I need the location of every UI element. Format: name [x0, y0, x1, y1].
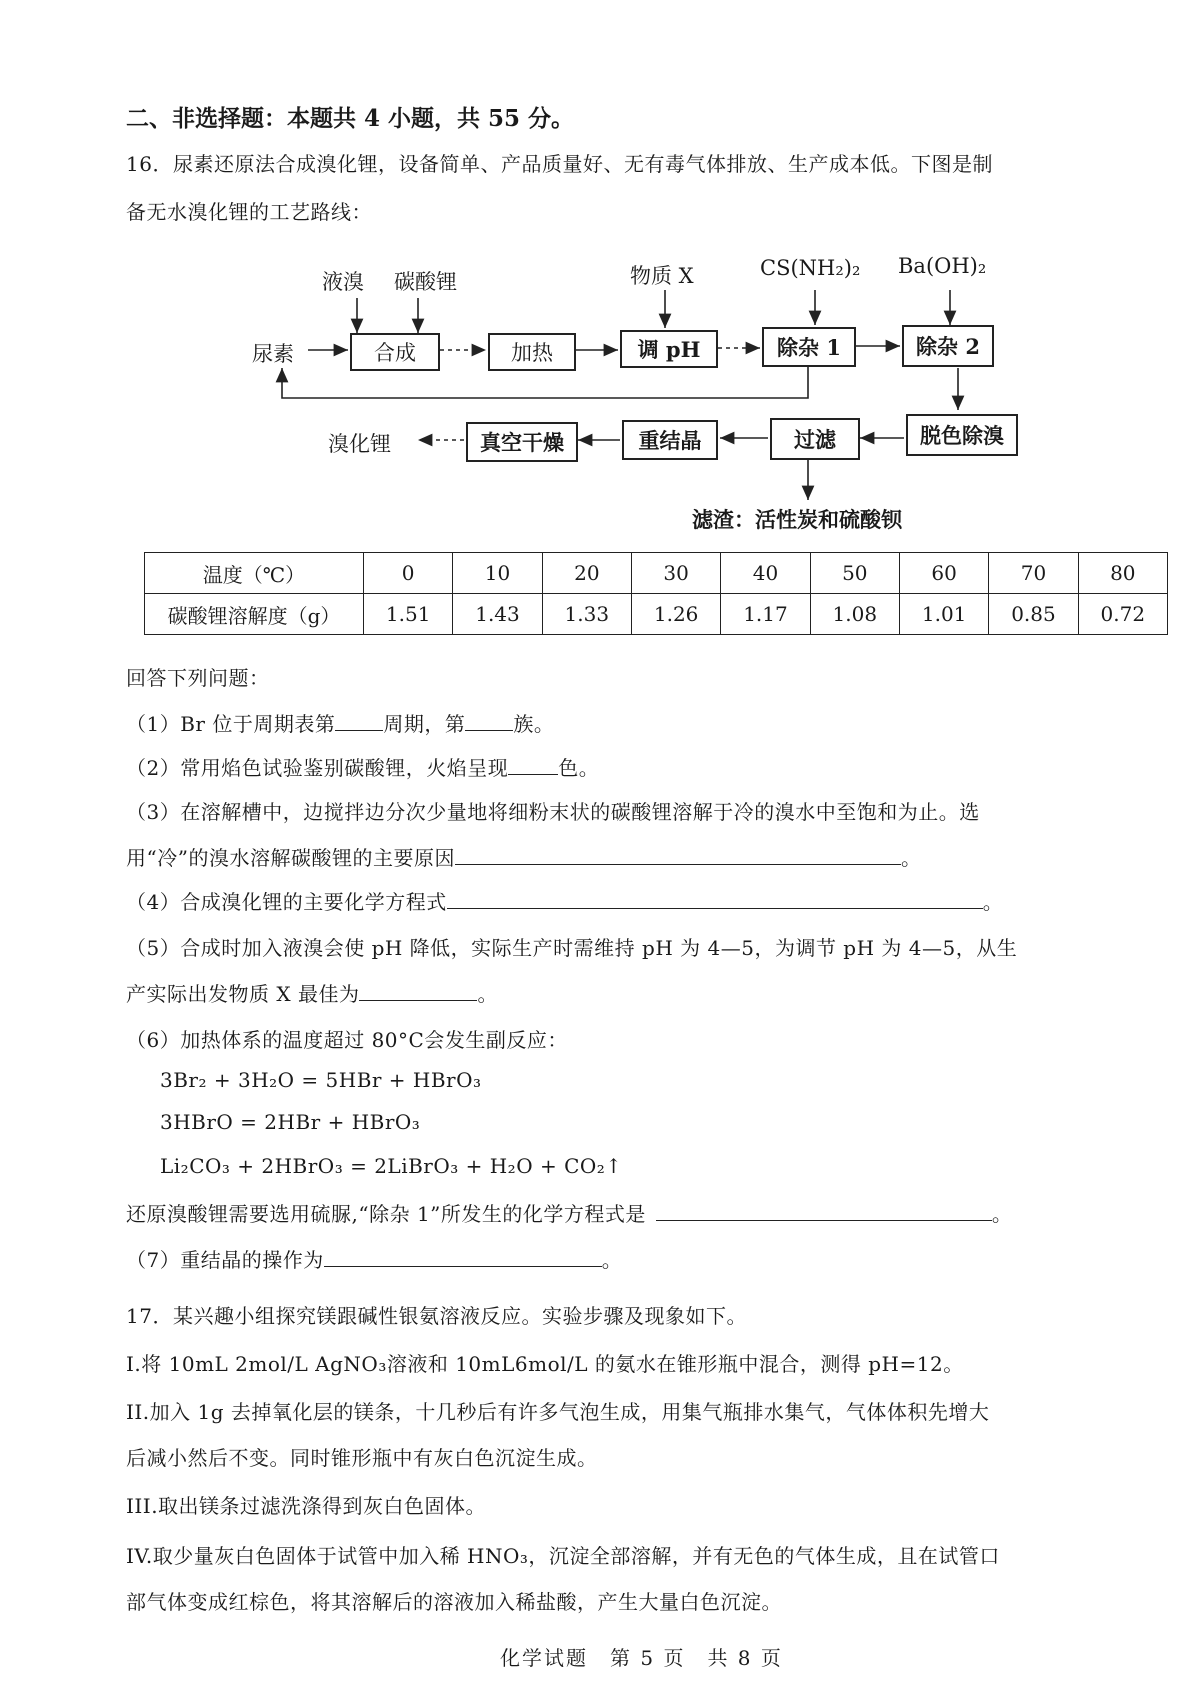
box-recrystal: 重结晶	[622, 420, 718, 460]
q17-step4-line1: IV.取少量灰白色固体于试管中加入稀 HNO₃，沉淀全部溶解，并有无色的气体生成，且在试管口	[126, 1544, 1000, 1568]
box-impurity-2: 除杂 2	[902, 325, 994, 367]
q2-blank-color[interactable]	[508, 774, 558, 775]
box-filter: 过滤	[770, 418, 860, 460]
box-heating: 加热	[488, 333, 576, 371]
table-cell: 0.72	[1078, 594, 1167, 635]
input-barium-hydroxide: Ba(OH)₂	[898, 254, 987, 278]
answer-prompt: 回答下列问题：	[126, 666, 270, 690]
q17-step3: III.取出镁条过滤洗涤得到灰白色固体。	[126, 1494, 487, 1518]
input-thiourea: CS(NH₂)₂	[760, 256, 861, 280]
q2-text-b: 色。	[558, 756, 600, 780]
q3-line1: （3）在溶解槽中，边搅拌边分次少量地将细粉末状的碳酸锂溶解于冷的溴水中至饱和为止。选	[126, 800, 980, 824]
table-cell: 20	[542, 553, 631, 594]
q5-text-b: 。	[477, 982, 498, 1006]
q17-intro: 17．某兴趣小组探究镁跟碱性银氨溶液反应。实验步骤及现象如下。	[126, 1304, 747, 1328]
table-row-temperature	[145, 553, 1168, 594]
question-7	[126, 1244, 622, 1273]
table-header-temperature: 温度（℃）	[145, 553, 364, 594]
question-4	[126, 886, 1003, 915]
box-decolor: 脱色除溴	[906, 414, 1018, 456]
table-cell: 1.51	[364, 594, 453, 635]
question-2	[126, 752, 599, 781]
flowchart-arrows	[0, 0, 1200, 540]
question-1	[126, 708, 554, 737]
table-cell: 30	[631, 553, 720, 594]
q6-blank-equation[interactable]	[656, 1220, 992, 1221]
q1-blank-period[interactable]	[335, 730, 383, 731]
q3-text-a: 用“冷”的溴水溶解碳酸锂的主要原因	[126, 846, 455, 870]
q4-blank-equation[interactable]	[447, 908, 983, 909]
question-3-line2	[126, 842, 921, 871]
q17-step4-line2: 部气体变成红棕色，将其溶解后的溶液加入稀盐酸，产生大量白色沉淀。	[126, 1590, 782, 1614]
q1-text-b: 周期，第	[383, 712, 466, 736]
q4-text-b: 。	[982, 890, 1004, 914]
section-title: 二、非选择题：本题共 4 小题，共 55 分。	[126, 105, 575, 132]
q3-text-b: 。	[900, 846, 922, 870]
table-cell: 1.01	[899, 594, 988, 635]
box-adjust-ph: 调 pH	[620, 330, 718, 368]
q16-intro-line1: 16．尿素还原法合成溴化锂，设备简单、产品质量好、无有毒气体排放、生产成本低。下图是制	[126, 152, 993, 176]
q5-text-a: 产实际出发物质 X 最佳为	[126, 982, 360, 1006]
table-cell: 1.17	[721, 594, 810, 635]
equation-2: 3HBrO = 2HBr + HBrO₃	[160, 1110, 421, 1134]
input-lithium-carbonate: 碳酸锂	[394, 270, 457, 294]
table-cell: 1.08	[810, 594, 899, 635]
q17-step1: I.将 10mL 2mol/L AgNO₃溶液和 10mL6mol/L 的氨水在锥形瓶中混合，测得 pH=12。	[126, 1352, 964, 1376]
table-cell: 1.43	[453, 594, 542, 635]
product-label: 溴化锂	[328, 432, 391, 456]
table-row-solubility	[145, 594, 1168, 635]
q1-text-c: 族。	[513, 712, 555, 736]
table-cell: 10	[453, 553, 542, 594]
equation-1: 3Br₂ + 3H₂O = 5HBr + HBrO₃	[160, 1068, 482, 1092]
q7-blank-operation[interactable]	[324, 1266, 602, 1267]
q6-text-a: 还原溴酸锂需要选用硫脲,“除杂 1”所发生的化学方程式是	[126, 1202, 646, 1226]
input-substance-x: 物质 X	[630, 264, 694, 288]
box-impurity-1: 除杂 1	[762, 327, 856, 367]
table-cell: 50	[810, 553, 899, 594]
table-cell: 60	[899, 553, 988, 594]
q6-text-b: 。	[991, 1202, 1013, 1226]
table-cell: 70	[989, 553, 1078, 594]
table-header-solubility: 碳酸锂溶解度（g）	[145, 594, 364, 635]
q17-step2-line2: 后减小然后不变。同时锥形瓶中有灰白色沉淀生成。	[126, 1446, 598, 1470]
q7-text-b: 。	[601, 1248, 623, 1272]
page-footer: 化学试题 第 5 页 共 8 页	[500, 1646, 783, 1670]
equation-3: Li₂CO₃ + 2HBrO₃ = 2LiBrO₃ + H₂O + CO₂↑	[160, 1154, 623, 1178]
q16-intro-line2: 备无水溴化锂的工艺路线：	[126, 200, 372, 224]
q5-blank-substance[interactable]	[359, 1000, 477, 1001]
q7-text-a: （7）重结晶的操作为	[126, 1248, 324, 1272]
table-cell: 1.33	[542, 594, 631, 635]
q6-line1: （6）加热体系的温度超过 80°C会发生副反应：	[126, 1028, 568, 1052]
q2-text-a: （2）常用焰色试验鉴别碳酸锂，火焰呈现	[126, 756, 509, 780]
q1-text-a: （1）Br 位于周期表第	[126, 712, 336, 736]
box-vacuum-dry: 真空干燥	[466, 422, 578, 462]
table-cell: 0	[364, 553, 453, 594]
residue-label: 滤渣：活性炭和硫酸钡	[692, 507, 902, 532]
q5-line1: （5）合成时加入液溴会使 pH 降低，实际生产时需维持 pH 为 4—5，为调节 pH 为 4—5，从生	[126, 936, 1018, 960]
box-synthesis: 合成	[350, 333, 440, 371]
table-cell: 0.85	[989, 594, 1078, 635]
table-cell: 80	[1078, 553, 1167, 594]
table-cell: 40	[721, 553, 810, 594]
q3-blank-reason[interactable]	[455, 864, 901, 865]
q4-text-a: （4）合成溴化锂的主要化学方程式	[126, 890, 447, 914]
input-liquid-bromine: 液溴	[322, 270, 364, 294]
question-6-last	[126, 1198, 1012, 1227]
urea-label: 尿素	[252, 342, 294, 366]
table-cell: 1.26	[631, 594, 720, 635]
q17-step2-line1: II.加入 1g 去掉氧化层的镁条，十几秒后有许多气泡生成，用集气瓶排水集气，气体体积先增大	[126, 1400, 990, 1424]
solubility-table	[144, 552, 1168, 635]
question-5-line2	[126, 978, 498, 1007]
q1-blank-group[interactable]	[465, 730, 513, 731]
